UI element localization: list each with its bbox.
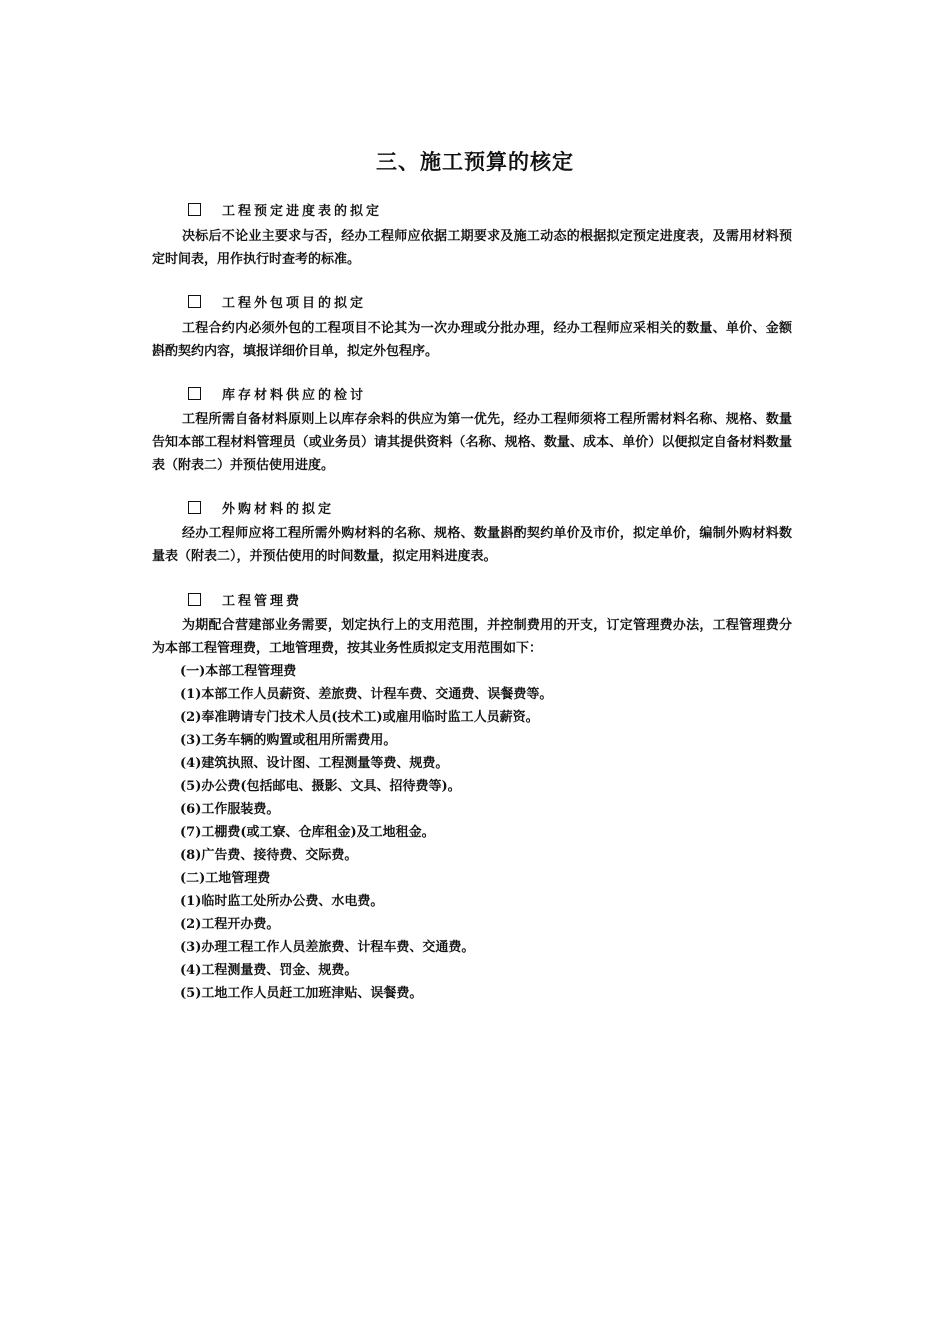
section-paragraph-inventory: 工程所需自备材料原则上以库存余料的供应为第一优先，经办工程师须将工程所需材料名称、规格、数量告知本部工程材料管理员（或业务员）请其提供资料（名称、规格、数量、成本、单价）以便拟定自备材料数量表（附表二）并预估使用进度。 (152, 412, 792, 473)
section-heading-label: 外购材料的拟定 (222, 502, 335, 517)
checkbox-icon (188, 501, 201, 514)
section-heading-inventory (188, 386, 366, 406)
section-heading-label: 库存材料供应的检讨 (222, 388, 367, 403)
section-heading-purchase (188, 500, 334, 520)
section-heading-management-fee (188, 592, 302, 612)
list-item: (5)办公费(包括邮电、摄影、文具、招待费等)。 (180, 779, 461, 794)
checkbox-icon (188, 203, 201, 216)
checkbox-icon (188, 387, 201, 400)
section-paragraph-schedule: 决标后不论业主要求与否，经办工程师应依据工期要求及施工动态的根据拟定预定进度表，及需用材料预定时间表，用作执行时查考的标准。 (152, 229, 792, 267)
management-fee-list (180, 660, 780, 1005)
list-item: (二)工地管理费 (180, 871, 271, 886)
page-title: 三、施工预算的核定 (376, 149, 574, 174)
section-heading-label: 工程管理费 (222, 594, 303, 609)
section-paragraph-management-fee: 为期配合营建部业务需要，划定执行上的支用范围，并控制费用的开支，订定管理费办法，工程管理费分为本部工程管理费，工地管理费，按其业务性质拟定支用范围如下： (152, 618, 792, 656)
section-heading-outsourcing (188, 294, 366, 314)
list-item: (8)广告费、接待费、交际费。 (180, 848, 358, 863)
section-heading-label: 工程外包项目的拟定 (222, 296, 367, 311)
list-item: (一)本部工程管理费 (180, 664, 297, 679)
list-item: (1)临时监工处所办公费、水电费。 (180, 894, 384, 909)
section-heading-label: 工程预定进度表的拟定 (222, 204, 383, 219)
list-item: (6)工作服装费。 (180, 802, 280, 817)
checkbox-icon (188, 295, 201, 308)
section-paragraph-purchase: 经办工程师应将工程所需外购材料的名称、规格、数量斟酌契约单价及市价，拟定单价，编制外购材料数量表（附表二），并预估使用的时间数量，拟定用料进度表。 (152, 526, 792, 564)
section-paragraph-outsourcing: 工程合约内必须外包的工程项目不论其为一次办理或分批办理，经办工程师应采相关的数量、单价、金额斟酌契约内容，填报详细价目单，拟定外包程序。 (152, 321, 792, 359)
list-item: (2)工程开办费。 (180, 917, 280, 932)
list-item: (3)工务车辆的购置或租用所需费用。 (180, 733, 397, 748)
list-item: (4)建筑执照、设计图、工程测量等费、规费。 (180, 756, 449, 771)
checkbox-icon (188, 593, 201, 606)
list-item: (3)办理工程工作人员差旅费、计程车费、交通费。 (180, 940, 475, 955)
list-item: (1)本部工作人员薪资、差旅费、计程车费、交通费、误餐费等。 (180, 687, 553, 702)
list-item: (7)工棚费(或工寮、仓库租金)及工地租金。 (180, 825, 435, 840)
section-heading-schedule (188, 202, 382, 222)
list-item: (4)工程测量费、罚金、规费。 (180, 963, 358, 978)
list-item: (2)奉准聘请专门技术人员(技术工)或雇用临时监工人员薪资。 (180, 710, 539, 725)
list-item: (5)工地工作人员赶工加班津贴、误餐费。 (180, 986, 423, 1001)
